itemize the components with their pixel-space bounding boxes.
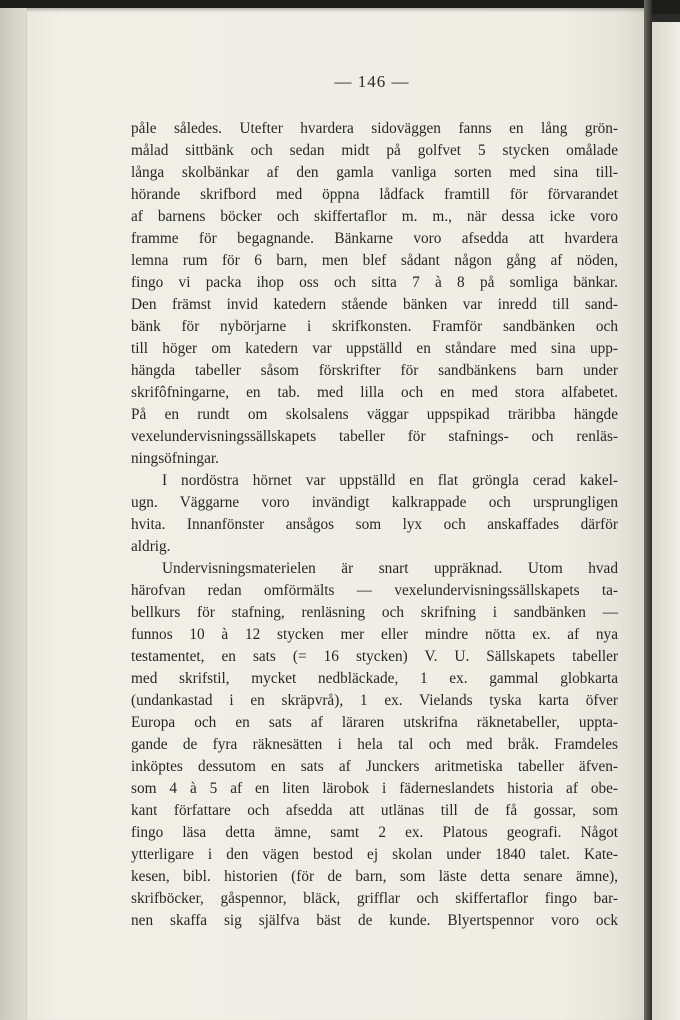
text-line: härofvan redan omförmälts — vexelundervisningssällskapets ta-: [131, 582, 618, 599]
text-line: långa skolbänkar af den gamla vanliga sorten med sina till-: [131, 164, 618, 181]
text-line: Undervisningsmaterielen är snart uppräknad. Utom hvad: [162, 560, 618, 577]
text-line: aldrig.: [131, 538, 171, 555]
text-line: I nordöstra hörnet var uppställd en flat gröngla cerad kakel-: [162, 472, 618, 489]
text-line: ugn. Väggarne voro invändigt kalkrappade och ursprungligen: [131, 494, 618, 511]
text-line: ytterligare i den vägen bestod ej skolan under 1840 talet. Kate-: [131, 846, 618, 863]
text-line: kesen, bibl. historien (för de barn, som läste detta senare ämne),: [131, 868, 618, 885]
text-line: skrifböcker, gåspennor, bläck, grifflar och skiffertaflor fingo bar-: [131, 890, 618, 907]
text-line: som 4 à 5 af en liten lärobok i fäderneslandets historia af obe-: [131, 780, 618, 797]
text-line: funnos 10 à 12 stycken mer eller mindre nötta ex. af nya: [131, 626, 618, 643]
text-line: bellkurs för stafning, renläsning och skrifning i sandbänken —: [131, 604, 618, 621]
text-line: af barnens böcker och skiffertaflor m. m., när dessa icke voro: [131, 208, 618, 225]
text-line: Den främst invid katedern stående bänken var inredd till sand-: [131, 296, 618, 313]
page-number: — 146 —: [334, 72, 410, 91]
text-line: kant författare och afsedda att utlänas till de få gossar, som: [131, 802, 618, 819]
text-line: (undankastad i en skräpvrå), 1 ex. Vielands tyska karta öfver: [131, 692, 618, 709]
text-line: framme för begagnande. Bänkarne voro afsedda att hvardera: [131, 230, 618, 247]
text-line: Europa och en sats af läraren utskrifna räknetabeller, uppta-: [131, 714, 618, 731]
text-line: gande de fyra räknesätten i hela tal och med bråk. Framdeles: [131, 736, 618, 753]
book-gutter: [644, 0, 652, 1020]
page-left-edge: [0, 8, 27, 1020]
text-line: vexelundervisningssällskapets tabeller för stafnings- och renläs-: [131, 428, 618, 445]
body-text: [131, 118, 618, 932]
text-line: lemna rum för 6 barn, men blef sådant någon gång af nöden,: [131, 252, 618, 269]
text-line: hängda tabeller såsom förskrifter för sandbänkens barn under: [131, 362, 618, 379]
text-line: testamentet, en sats (= 16 stycken) V. U. Sällskapets tabeller: [131, 648, 618, 665]
text-line: målad sittbänk och sedan midt på golfvet 5 stycken omålade: [131, 142, 618, 159]
text-line: med skrifstil, mycket nedbläckade, 1 ex. gammal globkarta: [131, 670, 618, 687]
text-line: skrifôfningarne, en tab. med lilla och en med stora alfabetet.: [131, 384, 618, 401]
text-line: inköptes dessutom en sats af Junckers aritmetiska tabeller äfven-: [131, 758, 618, 775]
text-line: bänk för nybörjarne i skrifkonsten. Framför sandbänken och: [131, 318, 618, 335]
text-line: fingo vi packa ihop oss och sitta 7 à 8 på somliga bänkar.: [131, 274, 618, 291]
text-line: till höger om katedern var uppställd en ståndare med sina upp-: [131, 340, 618, 357]
text-line: På en rundt om skolsalens väggar uppspikad träribba hängde: [131, 406, 618, 423]
text-line: fingo läsa detta ämne, samt 2 ex. Platous geografi. Något: [131, 824, 618, 841]
text-line: ningsöfningar.: [131, 450, 219, 467]
text-line: hvita. Innanfönster ansågos som lyx och anskaffades därför: [131, 516, 618, 533]
facing-page-edge: [652, 22, 680, 1020]
text-line: påle således. Utefter hvardera sidoväggen fanns en lång grön-: [131, 120, 618, 137]
text-line: hörande skrifbord med öppna lådfack framtill för förvarandet: [131, 186, 618, 203]
text-line: nen skaffa sig själfva bäst de kunde. Blyertspennor voro ock: [131, 912, 618, 929]
